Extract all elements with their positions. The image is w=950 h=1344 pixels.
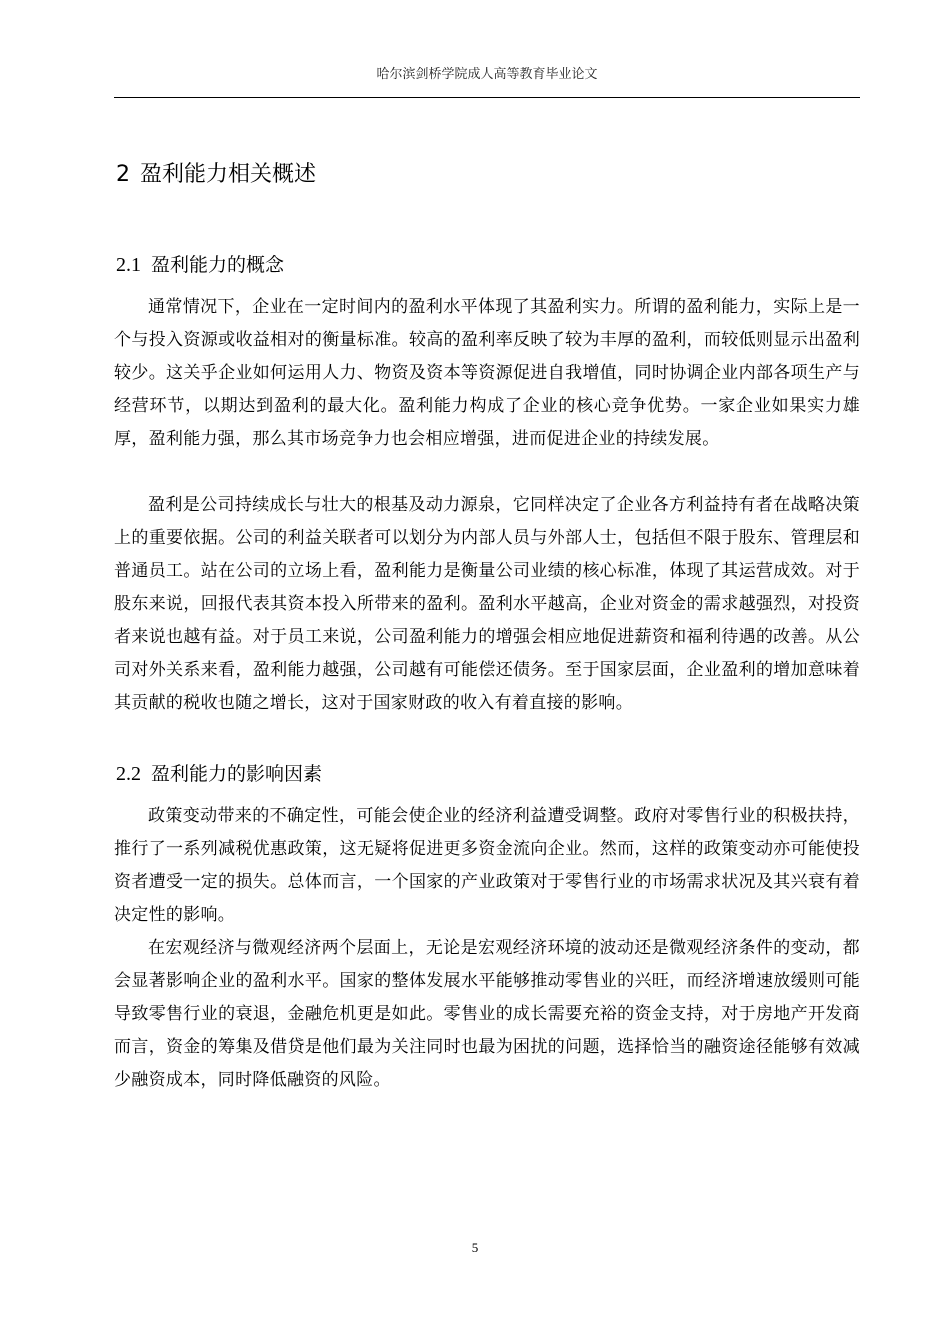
section-heading-2-2 <box>116 761 322 787</box>
section-number: 2.2 <box>116 763 141 785</box>
header-rule <box>114 97 860 98</box>
chapter-heading <box>116 160 316 190</box>
page-number: 5 <box>471 1240 479 1255</box>
section-title: 盈利能力的影响因素 <box>151 763 323 785</box>
section-heading-2-1 <box>116 252 284 278</box>
body-paragraph: 政策变动带来的不确定性，可能会使企业的经济利益遭受调整。政府对零售行业的积极扶持，推行了一系列减税优惠政策，这无疑将促进更多资金流向企业。然而，这样的政策变动亦可能使投资者遭受一定的损失。总体而言，一个国家的产业政策对于零售行业的市场需求状况及其兴衰有着决定性的影响。 <box>114 806 860 925</box>
chapter-title: 盈利能力相关概述 <box>140 162 317 187</box>
chapter-number: 2 <box>116 162 130 187</box>
section-number: 2.1 <box>116 254 141 276</box>
running-header: 哈尔滨剑桥学院成人高等教育毕业论文 <box>376 67 598 82</box>
section-title: 盈利能力的概念 <box>151 254 285 276</box>
body-paragraph: 盈利是公司持续成长与壮大的根基及动力源泉，它同样决定了企业各方利益持有者在战略决策上的重要依据。公司的利益关联者可以划分为内部人员与外部人士，包括但不限于股东、管理层和普通员工。站在公司的立场上看，盈利能力是衡量公司业绩的核心标准，体现了其运营成效。对于股东来说，回报代表其资本投入所带来的盈利。盈利水平越高，企业对资金的需求越强烈，对投资者来说也越有益。对于员工来说，公司盈利能力的增强会相应地促进薪资和福利待遇的改善。从公司对外关系来看，盈利能力越强，公司越有可能偿还债务。至于国家层面，企业盈利的增加意味着其贡献的税收也随之增长，这对于国家财政的收入有着直接的影响。 <box>114 495 860 713</box>
body-paragraph: 在宏观经济与微观经济两个层面上，无论是宏观经济环境的波动还是微观经济条件的变动，都会显著影响企业的盈利水平。国家的整体发展水平能够推动零售业的兴旺，而经济增速放缓则可能导致零售行业的衰退，金融危机更是如此。零售业的成长需要充裕的资金支持，对于房地产开发商而言，资金的筹集及借贷是他们最为关注同时也最为困扰的问题，选择恰当的融资途径能够有效减少融资成本，同时降低融资的风险。 <box>114 938 860 1090</box>
body-paragraph: 通常情况下，企业在一定时间内的盈利水平体现了其盈利实力。所谓的盈利能力，实际上是一个与投入资源或收益相对的衡量标准。较高的盈利率反映了较为丰厚的盈利，而较低则显示出盈利较少。这关乎企业如何运用人力、物资及资本等资源促进自我增值，同时协调企业内部各项生产与经营环节，以期达到盈利的最大化。盈利能力构成了企业的核心竞争优势。一家企业如果实力雄厚，盈利能力强，那么其市场竞争力也会相应增强，进而促进企业的持续发展。 <box>114 297 860 449</box>
